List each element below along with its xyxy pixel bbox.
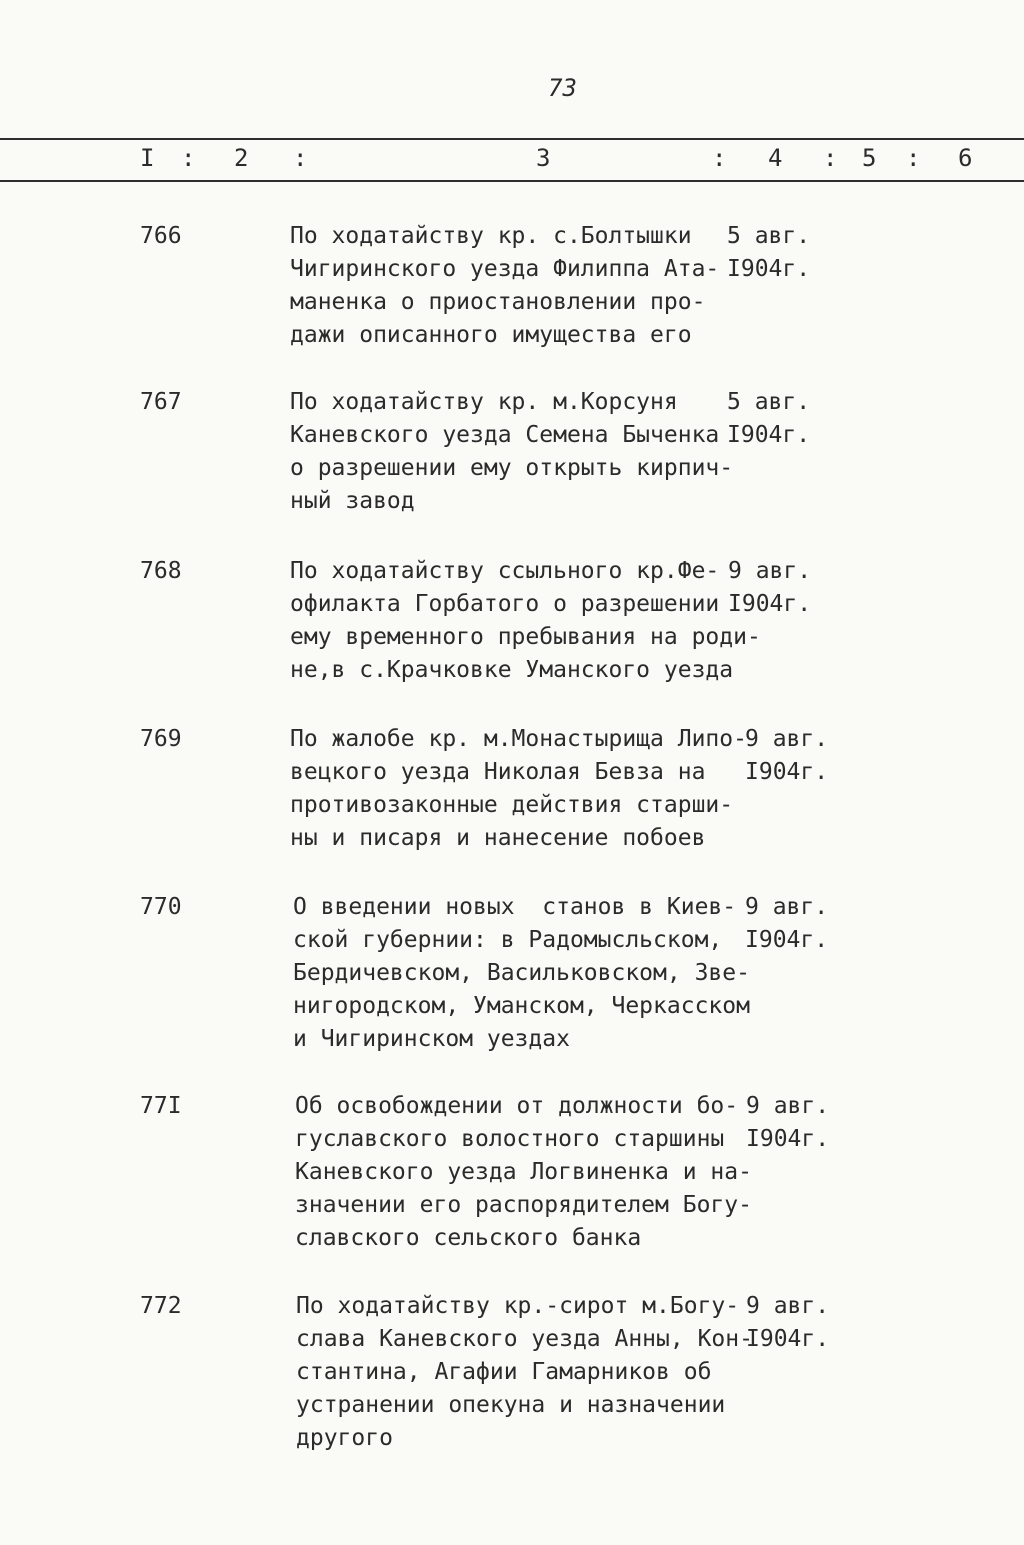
entry-line: О введении новых станов в Киев- xyxy=(293,894,737,920)
entry-date xyxy=(728,555,811,621)
entry-date-day: 9 авг. xyxy=(728,558,812,584)
entry-number: 766 xyxy=(140,223,182,249)
entry-line: о разрешении ему открыть кирпич- xyxy=(290,455,734,481)
column-header-3: 3 xyxy=(536,144,551,172)
entry-description xyxy=(296,1290,756,1455)
entry-line: маненка о приостановлении про- xyxy=(290,289,706,315)
entry-line: офилакта Горбатого о разрешении xyxy=(290,591,720,617)
column-separator: : xyxy=(293,144,308,172)
column-separator: : xyxy=(712,144,727,172)
entry-date-year: I904г. xyxy=(745,927,829,953)
column-header-1: I xyxy=(140,144,155,172)
entry-line: значении его распорядителем Богу- xyxy=(295,1192,752,1218)
entry-line: устранении опекуна и назначении xyxy=(296,1392,726,1418)
entry-date-day: 9 авг. xyxy=(745,726,829,752)
entry-number: 767 xyxy=(140,389,182,415)
column-separator: : xyxy=(823,144,838,172)
entry-date xyxy=(745,723,828,789)
entry-line: По ходатайству ссыльного кр.Фе- xyxy=(290,558,720,584)
entry-line: ему временного пребывания на роди- xyxy=(290,624,761,650)
entry-date-year: I904г. xyxy=(746,1326,830,1352)
entry-number: 768 xyxy=(140,558,182,584)
entry-line: противозаконные действия старши- xyxy=(290,792,734,818)
entry-date xyxy=(746,1290,829,1356)
entry-date xyxy=(727,220,810,286)
entry-date-year: I904г. xyxy=(727,256,811,282)
entry-number: 772 xyxy=(140,1293,182,1319)
entry-number: 77I xyxy=(140,1093,182,1119)
entry-date-year: I904г. xyxy=(745,759,829,785)
column-separator: : xyxy=(181,144,196,172)
entry-line: вецкого уезда Николая Бевза на xyxy=(290,759,706,785)
entry-line: другого xyxy=(296,1425,393,1451)
entry-number: 769 xyxy=(140,726,182,752)
column-header-4: 4 xyxy=(768,144,783,172)
column-separator: : xyxy=(906,144,921,172)
entry-line: По ходатайству кр. с.Болтышки xyxy=(290,223,692,249)
entry-line: стантина, Агафии Гамарников об xyxy=(296,1359,712,1385)
entry-date-day: 5 авг. xyxy=(727,389,811,415)
entry-date-year: I904г. xyxy=(727,422,811,448)
entry-date-day: 9 авг. xyxy=(746,1093,830,1119)
entry-line: Бердичевском, Васильковском, Зве- xyxy=(293,960,750,986)
entry-line: По ходатайству кр. м.Корсуня xyxy=(290,389,678,415)
entry-line: ны и писаря и нанесение побоев xyxy=(290,825,706,851)
entry-date-day: 5 авг. xyxy=(727,223,811,249)
entry-line: ской губернии: в Радомысльском, xyxy=(293,927,723,953)
entry-line: По жалобе кр. м.Монастырища Липо- xyxy=(290,726,747,752)
entry-date xyxy=(745,891,828,957)
entry-line: славского сельского банка xyxy=(295,1225,642,1251)
entry-description xyxy=(290,723,750,855)
header-top-rule xyxy=(0,138,1024,140)
entry-date xyxy=(727,386,810,452)
entry-line: Каневского уезда Логвиненка и на- xyxy=(295,1159,752,1185)
entry-date xyxy=(746,1090,829,1156)
column-header-5: 5 xyxy=(862,144,877,172)
entry-line: Каневского уезда Семена Быченка xyxy=(290,422,720,448)
entry-line: Чигиринского уезда Филиппа Ата- xyxy=(290,256,720,282)
entry-line: Об освобождении от должности бо- xyxy=(295,1093,739,1119)
header-bottom-rule xyxy=(0,180,1024,182)
entry-number: 770 xyxy=(140,894,182,920)
entry-date-year: I904г. xyxy=(746,1126,830,1152)
page-number: 73 xyxy=(548,74,577,102)
entry-line: По ходатайству кр.-сирот м.Богу- xyxy=(296,1293,740,1319)
column-header-2: 2 xyxy=(234,144,249,172)
entry-line: ный завод xyxy=(290,488,415,514)
entry-date-year: I904г. xyxy=(728,591,812,617)
entry-date-day: 9 авг. xyxy=(746,1293,830,1319)
entry-line: гуславского волостного старшины xyxy=(295,1126,725,1152)
entry-line: не,в с.Крачковке Уманского уезда xyxy=(290,657,734,683)
entry-line: и Чигиринском уездах xyxy=(293,1026,570,1052)
entry-description xyxy=(293,891,753,1056)
entry-line: дажи описанного имущества его xyxy=(290,322,692,348)
entry-description xyxy=(290,220,750,352)
entry-line: слава Каневского уезда Анны, Кон- xyxy=(296,1326,753,1352)
entry-description xyxy=(290,555,761,687)
entry-line: нигородском, Уманском, Черкасском xyxy=(293,993,750,1019)
entry-description xyxy=(295,1090,755,1255)
column-header-6: 6 xyxy=(958,144,973,172)
entry-date-day: 9 авг. xyxy=(745,894,829,920)
entry-description xyxy=(290,386,750,518)
